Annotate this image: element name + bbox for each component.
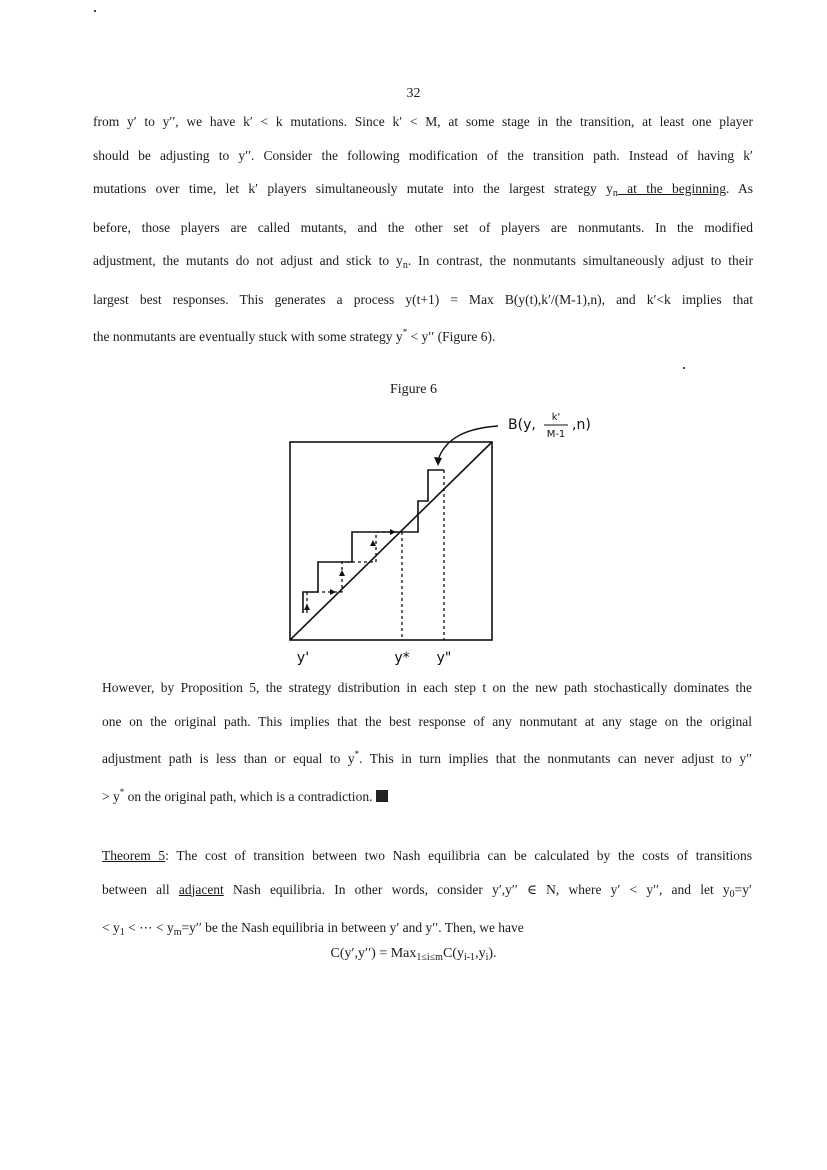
arrow-head [339,570,345,576]
page-number: 32 [406,86,421,101]
curve-label-numerator: k' [551,412,561,423]
text-line: > y* on the original path, which is a contradiction. [102,776,752,814]
arrow-head [370,540,376,546]
scan-speck [94,10,96,12]
text-line: between all adjacent Nash equilibria. In other words, consider y′,y′′ ∈ N, where y′ < y′′, and let $y_0=y'$ [102,881,752,900]
text-line: adjustment, the mutants do not adjust and stick to $y_n$. In contrast, the nonmutants simultaneously adjust to their [93,253,754,271]
axis-label-y-prime: y' [296,650,310,666]
text-line: < $y_1$ < ⋯ < $y_m=y''$ be the Nash equilibria in between y′ and y′′. Then, we have [102,920,524,938]
curve-label-denominator: M-1 [546,429,566,440]
text-line: one on the original path. This implies that the best response of any nonmutant at any stage on the original [102,713,752,729]
curve-pointer-arrow [438,426,498,460]
arrow-head [304,604,310,610]
curve-label-prefix: B(y, [508,417,536,433]
text-line: should be adjusting to y′′. Consider the following modification of the transition path. Instead of having k′ [93,147,753,163]
text-line: from y′ to y′′, we have k′ < k mutations. Since k′ < M, at some stage in the transition, at least one player [93,114,753,129]
text-line: the nonmutants are eventually stuck with some strategy y* < y′′ (Figure 6). [93,327,496,344]
text-line: largest best responses. This generates a process y(t+1) = Max B(y(t),k′/(M-1),n), and k′<k implies that [93,291,753,307]
text-line: before, those players are called mutants, and the other set of players are nonmutants. In the modified [93,219,753,235]
paragraph-proof-conclusion [102,671,752,813]
axis-label-y-dprime: y" [436,650,452,666]
figure-6-diagram [270,400,630,670]
diagonal-line [290,442,492,640]
theorem-equation: $C(y',y'') = Max_{1\le i\le m}C(y_{i-1},y_i)$. [330,946,497,963]
adjustment-path [307,532,400,613]
paragraph-proof-continuation [93,105,753,354]
theorem-label: Theorem 5 [102,848,166,863]
arrow-head [390,529,396,535]
underlined-phrase: at the beginning [617,181,727,196]
text-line: mutations over time, let k′ players simultaneously mutate into the largest strategy $y_n$ at the beginning. As [93,181,754,199]
text-line: adjustment path is less than or equal to y*. This in turn implies that the nonmutants can never adjust to y′′ [102,749,752,766]
arrow-head [330,589,336,595]
text-line: However, by Proposition 5, the strategy distribution in each step t on the new path stochastically dominates the [102,680,752,695]
text-line: Theorem 5: The cost of transition between two Nash equilibria can be calculated by the costs of transitions [102,848,753,863]
underlined-word: adjacent [178,881,224,897]
axis-label-y-star: y* [394,650,410,666]
scan-speck [683,367,685,369]
qed-square-icon [376,790,388,802]
figure-caption: Figure 6 [389,382,438,397]
arrow-head [434,457,442,466]
theorem-5-block [102,839,752,950]
curve-label-suffix: ,n) [572,417,591,433]
